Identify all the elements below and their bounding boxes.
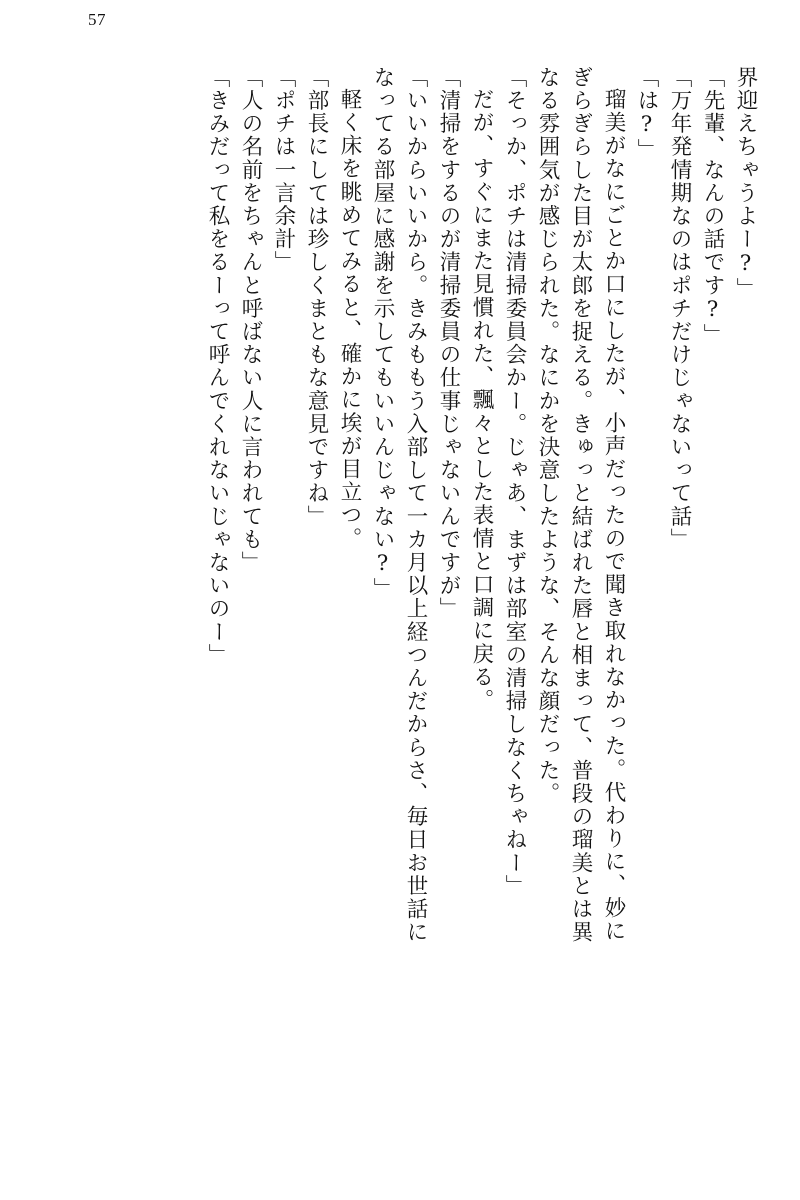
text-column: 軽く床を眺めてみると、確かに埃が目立つ。 [337,88,362,550]
text-column: なる雰囲気が感じられた。なにかを決意したような、そんな顔だった。 [535,66,560,806]
text-column: なってる部屋に感謝を示してもいいんじゃない?」 [370,66,395,601]
text-column: 「きみだって私をるーって呼んでくれないじゃないのー」 [205,66,230,667]
text-column: 界迎えちゃうよー?」 [733,66,758,301]
text-column: 「先輩、なんの話です?」 [700,66,725,347]
text-column: 「万年発情期なのはポチだけじゃないって話」 [667,66,692,552]
text-column: 「ポチは一言余計」 [271,66,296,274]
text-column: 「いいからいいから。きみももう入部して一カ月以上経つんだからさ、毎日お世話に [403,66,428,944]
text-column: ぎらぎらした目が太郎を捉える。きゅっと結ばれた唇と相まって、普段の瑠美とは異 [568,66,593,944]
text-column: 「そっか、ポチは清掃委員会かー。じゃあ、まずは部室の清掃しなくちゃねー」 [502,66,527,898]
text-column: 「部長にしては珍しくまともな意見ですね」 [304,66,329,528]
text-column: 瑠美がなにごとか口にしたが、小声だったので聞き取れなかった。代わりに、妙に [601,88,626,943]
page-number: 57 [88,10,106,29]
text-column: 「清掃をするのが清掃委員の仕事じゃないんですが」 [436,66,461,621]
vertical-text-body [66,66,756,1136]
text-column: 「は?」 [634,66,659,162]
text-column: だが、すぐにまた見慣れた、飄々とした表情と口調に戻る。 [469,88,494,712]
text-column: 「人の名前をちゃんと呼ばない人に言われても」 [238,66,263,575]
